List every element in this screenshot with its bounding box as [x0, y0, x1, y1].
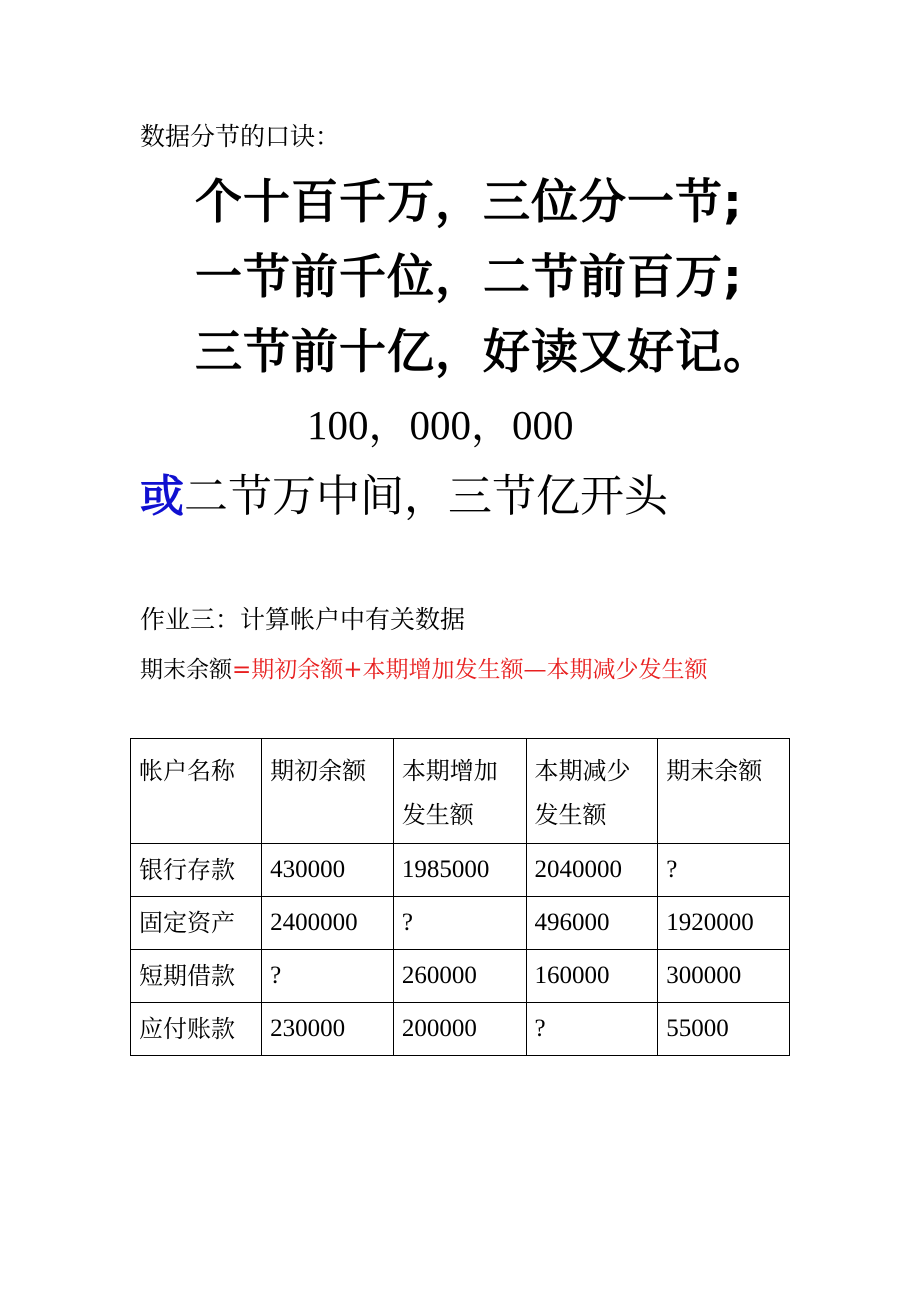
table-cell: 230000 [262, 1003, 394, 1056]
table-cell: 55000 [658, 1003, 790, 1056]
table-cell: 1920000 [658, 897, 790, 950]
table-cell: 300000 [658, 950, 790, 1003]
table-cell: ? [393, 897, 526, 950]
table-cell: 200000 [393, 1003, 526, 1056]
table-cell: 260000 [393, 950, 526, 1003]
formula-right: =期初余额+本期增加发生额—本期减少发生额 [232, 657, 708, 683]
table-row [131, 1003, 790, 1056]
rhyme-line-3: 三节前十亿，好读又好记。 [195, 325, 771, 380]
table-header-row [131, 739, 790, 844]
table-cell: ? [262, 950, 394, 1003]
example-number: 100，000，000 [307, 402, 574, 448]
header-decrease: 本期减少发生额 [526, 739, 658, 844]
table-cell: 短期借款 [131, 950, 262, 1003]
table-cell: 2040000 [526, 844, 658, 897]
table-cell: 固定资产 [131, 897, 262, 950]
rhyme-line-1: 个十百千万，三位分一节; [195, 175, 743, 230]
table-cell: 应付账款 [131, 1003, 262, 1056]
rhyme-line-2: 一节前千位，二节前百万; [195, 250, 743, 305]
formula [140, 651, 708, 684]
table-cell: 160000 [526, 950, 658, 1003]
header-opening-balance: 期初余额 [262, 739, 394, 844]
intro-text: 数据分节的口诀： [140, 122, 341, 151]
table-row [131, 897, 790, 950]
formula-left: 期末余额 [140, 657, 232, 683]
or-word: 或 [140, 471, 184, 522]
table-row [131, 844, 790, 897]
table-cell: 银行存款 [131, 844, 262, 897]
account-table [130, 738, 790, 1056]
table-cell: 1985000 [393, 844, 526, 897]
homework-title: 作业三：计算帐户中有关数据 [140, 605, 466, 634]
alternative-rhyme-text: 二节万中间，三节亿开头 [184, 471, 668, 522]
table-cell: 496000 [526, 897, 658, 950]
table-cell: ? [526, 1003, 658, 1056]
header-increase: 本期增加发生额 [393, 739, 526, 844]
alternative-rhyme [140, 460, 668, 524]
table-cell: 430000 [262, 844, 394, 897]
header-closing-balance: 期末余额 [658, 739, 790, 844]
table-row [131, 950, 790, 1003]
table-cell: 2400000 [262, 897, 394, 950]
header-account-name: 帐户名称 [131, 739, 262, 844]
table-cell: ? [658, 844, 790, 897]
